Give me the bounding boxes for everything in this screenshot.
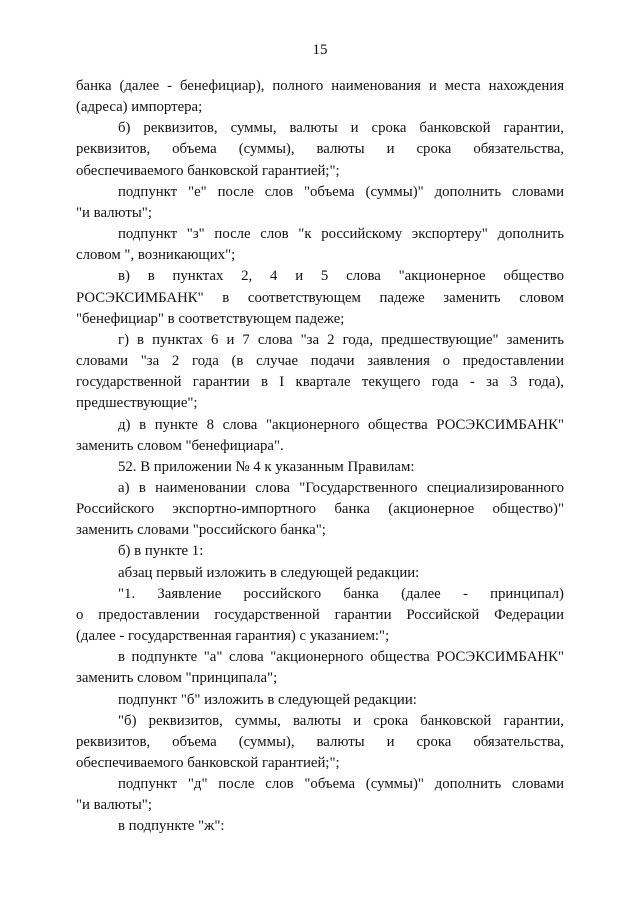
text-line: реквизитов, объема (суммы), валюты и срока обязательства, bbox=[76, 141, 564, 158]
text-line: 52. В приложении № 4 к указанным Правилам: bbox=[118, 458, 415, 475]
text-line: в подпункте "ж": bbox=[118, 818, 225, 835]
text-line: "б) реквизитов, суммы, валюты и срока банковской гарантии, bbox=[118, 712, 564, 729]
body-text bbox=[76, 76, 564, 838]
text-line: обеспечиваемого банковской гарантией;"; bbox=[76, 162, 340, 179]
page-number: 15 bbox=[312, 42, 328, 58]
text-line: банка (далее - бенефициар), полного наименования и места нахождения bbox=[76, 78, 564, 94]
text-line: государственной гарантии в I квартале текущего года - за 3 года), bbox=[76, 374, 564, 391]
text-line: абзац первый изложить в следующей редакции: bbox=[118, 564, 420, 581]
text-line: словами "за 2 года (в случае подачи заявления о предоставлении bbox=[76, 353, 564, 370]
text-line: (адреса) импортера; bbox=[76, 99, 203, 116]
text-line: о предоставлении государственной гарантии Российской Федерации bbox=[76, 606, 564, 623]
text-line: "и валюты"; bbox=[76, 797, 152, 814]
text-line: "бенефициар" в соответствующем падеже; bbox=[76, 310, 345, 327]
text-line: а) в наименовании слова "Государственного специализированного bbox=[118, 479, 564, 496]
text-line: б) реквизитов, суммы, валюты и срока банковской гарантии, bbox=[118, 120, 564, 137]
text-line: подпункт "б" изложить в следующей редакции: bbox=[118, 691, 417, 708]
text-line: в подпункте "а" слова "акционерного общества РОСЭКСИМБАНК" bbox=[118, 649, 564, 666]
text-line: (далее - государственная гарантия) с указанием:"; bbox=[76, 628, 390, 645]
text-line: реквизитов, объема (суммы), валюты и срока обязательства, bbox=[76, 733, 564, 750]
text-line: д) в пункте 8 слова "акционерного общества РОСЭКСИМБАНК" bbox=[118, 416, 564, 433]
text-line: подпункт "д" после слов "объема (суммы)" дополнить словами bbox=[118, 776, 564, 793]
text-line: заменить словом "бенефициара". bbox=[76, 437, 284, 454]
text-line: "1. Заявление российского банка (далее - принципал) bbox=[118, 585, 564, 602]
text-line: заменить словом "принципала"; bbox=[76, 670, 278, 687]
text-line: РОСЭКСИМБАНК" в соответствующем падеже заменить словом bbox=[76, 289, 564, 306]
text-line: б) в пункте 1: bbox=[118, 543, 204, 560]
text-line: Российского экспортно-импортного банка (акционерное общество)" bbox=[76, 501, 564, 518]
text-line: заменить словами "российского банка"; bbox=[76, 522, 326, 539]
text-line: подпункт "з" после слов "к российскому экспортеру" дополнить bbox=[118, 226, 564, 243]
text-line: подпункт "е" после слов "объема (суммы)" дополнить словами bbox=[118, 183, 564, 200]
text-line: "и валюты"; bbox=[76, 204, 152, 221]
text-line: г) в пунктах 6 и 7 слова "за 2 года, предшествующие" заменить bbox=[118, 331, 564, 348]
text-line: предшествующие"; bbox=[76, 395, 198, 412]
text-line: в) в пунктах 2, 4 и 5 слова "акционерное общество bbox=[118, 268, 564, 285]
text-line: словом ", возникающих"; bbox=[76, 247, 236, 264]
text-line: обеспечиваемого банковской гарантией;"; bbox=[76, 755, 340, 771]
